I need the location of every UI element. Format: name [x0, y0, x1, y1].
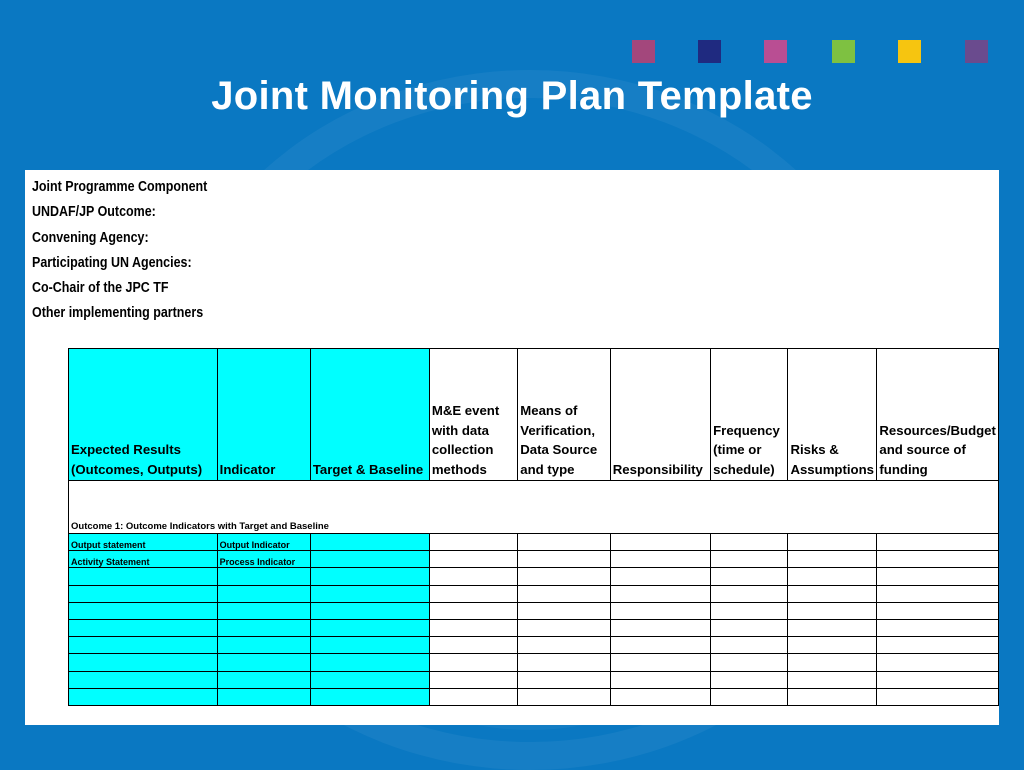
table-cell[interactable] — [429, 654, 517, 671]
info-line-implementing-partners: Other implementing partners — [32, 305, 204, 322]
info-line-participating-agencies: Participating UN Agencies: — [32, 254, 192, 271]
table-cell[interactable] — [788, 602, 877, 619]
table-cell[interactable] — [711, 637, 788, 654]
header-indicator: Indicator — [217, 349, 310, 481]
table-cell[interactable] — [217, 602, 310, 619]
table-row — [69, 688, 999, 705]
table-cell[interactable] — [518, 637, 611, 654]
table-cell[interactable] — [610, 568, 710, 585]
table-cell[interactable] — [788, 551, 877, 568]
decor-square-2 — [698, 40, 721, 63]
decor-square-1 — [632, 40, 655, 63]
table-cell[interactable] — [310, 568, 429, 585]
table-cell[interactable] — [217, 637, 310, 654]
table-cell[interactable] — [877, 551, 999, 568]
table-cell[interactable] — [877, 534, 999, 551]
table-cell[interactable] — [877, 671, 999, 688]
table-cell[interactable] — [788, 671, 877, 688]
table-cell[interactable] — [877, 619, 999, 636]
info-line-outcome: UNDAF/JP Outcome: — [32, 204, 156, 221]
table-cell[interactable] — [711, 534, 788, 551]
table-cell[interactable] — [788, 688, 877, 705]
table-cell[interactable] — [310, 619, 429, 636]
header-responsibility: Responsibility — [610, 349, 710, 481]
table-cell[interactable] — [69, 671, 218, 688]
table-cell[interactable] — [217, 654, 310, 671]
info-line-convening-agency: Convening Agency: — [32, 229, 149, 246]
table-row — [69, 585, 999, 602]
table-cell[interactable] — [69, 568, 218, 585]
table-cell[interactable] — [69, 602, 218, 619]
table-cell[interactable] — [610, 602, 710, 619]
table-cell[interactable] — [788, 568, 877, 585]
table-header-row — [69, 349, 999, 481]
table-cell[interactable] — [711, 688, 788, 705]
table-cell[interactable] — [610, 654, 710, 671]
table-cell[interactable] — [429, 637, 517, 654]
table-cell[interactable] — [310, 534, 429, 551]
table-cell[interactable] — [610, 534, 710, 551]
table-cell[interactable] — [711, 585, 788, 602]
decor-square-4 — [832, 40, 855, 63]
info-line-component: Joint Programme Component — [32, 179, 208, 195]
table-cell[interactable] — [518, 654, 611, 671]
table-cell[interactable] — [310, 688, 429, 705]
table-row — [69, 534, 999, 551]
table-cell[interactable] — [429, 602, 517, 619]
table-cell[interactable] — [610, 551, 710, 568]
table-cell[interactable] — [69, 654, 218, 671]
table-cell[interactable] — [518, 619, 611, 636]
table-row — [69, 619, 999, 636]
table-cell[interactable] — [610, 637, 710, 654]
table-cell[interactable] — [217, 671, 310, 688]
table-cell[interactable] — [310, 637, 429, 654]
table-cell[interactable]: Output Indicator — [217, 534, 310, 551]
table-cell[interactable]: Process Indicator — [217, 551, 310, 568]
decor-square-3 — [764, 40, 787, 63]
header-frequency: Frequency (time or schedule) — [711, 349, 788, 481]
table-cell[interactable] — [429, 671, 517, 688]
table-cell[interactable] — [610, 688, 710, 705]
table-cell[interactable] — [429, 568, 517, 585]
table-row — [69, 671, 999, 688]
table-cell[interactable] — [518, 585, 611, 602]
table-cell[interactable] — [877, 688, 999, 705]
table-cell[interactable] — [877, 637, 999, 654]
table-cell[interactable] — [711, 619, 788, 636]
table-cell[interactable] — [877, 568, 999, 585]
table-cell[interactable] — [429, 688, 517, 705]
outcome-label: Outcome 1: Outcome Indicators with Target and Baseline — [69, 481, 999, 534]
table-cell[interactable] — [310, 551, 429, 568]
decor-square-5 — [898, 40, 921, 63]
table-cell[interactable] — [518, 551, 611, 568]
outcome-row — [69, 481, 999, 534]
table-cell[interactable] — [518, 688, 611, 705]
table-cell[interactable] — [69, 688, 218, 705]
table-cell[interactable] — [69, 585, 218, 602]
table-cell[interactable]: Output statement — [69, 534, 218, 551]
table-cell[interactable] — [217, 568, 310, 585]
table-cell[interactable] — [788, 534, 877, 551]
header-means-of-verification: Means of Verification, Data Source and type — [518, 349, 611, 481]
table-cell[interactable] — [429, 534, 517, 551]
table-cell[interactable] — [429, 585, 517, 602]
table-cell[interactable] — [711, 654, 788, 671]
table-row — [69, 637, 999, 654]
table-cell[interactable] — [518, 534, 611, 551]
monitoring-plan-table — [68, 348, 999, 706]
table-cell[interactable] — [429, 551, 517, 568]
table-cell[interactable] — [69, 637, 218, 654]
table-cell[interactable] — [711, 602, 788, 619]
header-resources-budget: Resources/Budget and source of funding — [877, 349, 999, 481]
table-cell[interactable] — [518, 602, 611, 619]
table-row — [69, 551, 999, 568]
header-expected-results: Expected Results (Outcomes, Outputs) — [69, 349, 218, 481]
table-cell[interactable] — [877, 585, 999, 602]
table-cell[interactable] — [877, 602, 999, 619]
table-cell[interactable] — [518, 671, 611, 688]
table-cell[interactable]: Activity Statement — [69, 551, 218, 568]
table-cell[interactable] — [69, 619, 218, 636]
info-line-co-chair: Co-Chair of the JPC TF — [32, 280, 169, 297]
table-cell[interactable] — [711, 568, 788, 585]
table-cell[interactable] — [788, 585, 877, 602]
header-risks-assumptions: Risks & Assumptions — [788, 349, 877, 481]
header-target-baseline: Target & Baseline — [310, 349, 429, 481]
table-row — [69, 654, 999, 671]
table-row — [69, 602, 999, 619]
programme-info-block — [32, 175, 207, 327]
table-cell[interactable] — [610, 671, 710, 688]
table-cell[interactable] — [788, 654, 877, 671]
table-cell[interactable] — [217, 619, 310, 636]
table-cell[interactable] — [877, 654, 999, 671]
table-cell[interactable] — [518, 568, 611, 585]
table-cell[interactable] — [310, 602, 429, 619]
decor-square-6 — [965, 40, 988, 63]
slide-title: Joint Monitoring Plan Template — [211, 74, 813, 118]
table-cell[interactable] — [217, 688, 310, 705]
monitoring-plan-sheet — [25, 170, 999, 725]
header-me-event: M&E event with data collection methods — [429, 349, 517, 481]
table-cell[interactable] — [711, 671, 788, 688]
table-cell[interactable] — [310, 654, 429, 671]
table-cell[interactable] — [711, 551, 788, 568]
table-cell[interactable] — [429, 619, 517, 636]
table-cell[interactable] — [217, 585, 310, 602]
table-row — [69, 568, 999, 585]
table-cell[interactable] — [310, 585, 429, 602]
table-cell[interactable] — [310, 671, 429, 688]
table-cell[interactable] — [610, 619, 710, 636]
table-cell[interactable] — [788, 619, 877, 636]
table-cell[interactable] — [610, 585, 710, 602]
table-cell[interactable] — [788, 637, 877, 654]
